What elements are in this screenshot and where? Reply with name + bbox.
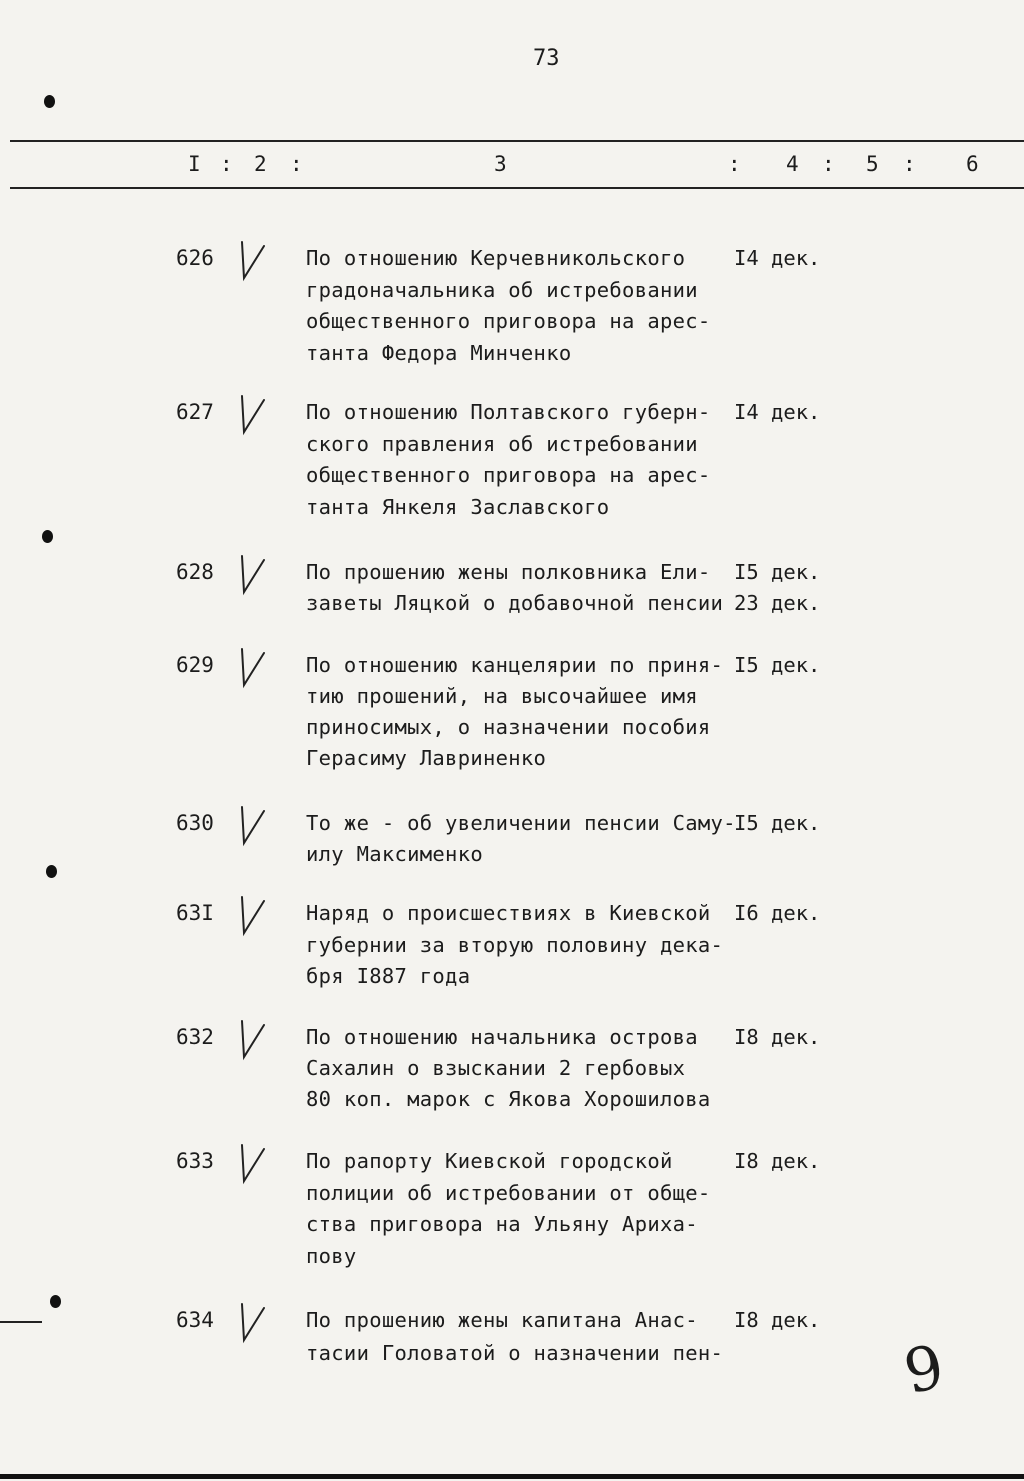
entry-number: 632 — [176, 1025, 214, 1049]
column-separator: : — [220, 152, 233, 176]
entry-text-line: полиции об истребовании от обще- — [306, 1180, 711, 1205]
column-header-5: 5 — [866, 152, 879, 176]
entry-date: I6 дек. — [734, 901, 821, 925]
entry-date: I5 дек. — [734, 811, 821, 835]
entry-text-line: 80 коп. марок с Якова Хорошилова — [306, 1087, 711, 1111]
entry-number: 626 — [176, 246, 214, 270]
punch-hole — [44, 95, 55, 108]
entry-text-line: По отношению канцелярии по приня- — [306, 653, 724, 677]
column-separator: : — [903, 152, 916, 176]
handwritten-check-icon — [234, 1141, 274, 1189]
handwritten-check-icon — [234, 392, 274, 440]
margin-mark — [0, 1321, 42, 1323]
header-bottom-rule — [10, 187, 1024, 189]
handwritten-check-icon — [234, 1017, 274, 1065]
entry-date: I8 дек. — [734, 1149, 821, 1173]
entry-text-line: бря I887 года — [306, 964, 471, 988]
entry-text-line: По отношению Керчевникольского — [306, 246, 686, 270]
entry-text-line: По отношению Полтавского губерн- — [306, 400, 711, 424]
entry-text-line: ства приговора на Ульяну Ариха- — [306, 1212, 698, 1236]
entry-date: I8 дек. — [734, 1025, 821, 1049]
entry-text-line: тию прошений, на высочайшее имя — [306, 684, 698, 708]
entry-number: 63I — [176, 901, 214, 925]
handwritten-check-icon — [234, 1300, 274, 1348]
punch-hole — [46, 865, 57, 878]
handwritten-check-icon — [234, 893, 274, 941]
column-header-6: 6 — [966, 152, 979, 176]
entry-date: I8 дек. — [734, 1308, 821, 1332]
entry-text-line: Сахалин о взыскании 2 гербовых — [306, 1056, 686, 1080]
entry-text-line: градоначальника об истребовании — [306, 277, 698, 302]
entry-text-line: По рапорту Киевской городской — [306, 1149, 673, 1173]
column-header-4: 4 — [786, 152, 799, 176]
entry-text-line: общественного приговора на арес- — [306, 309, 711, 333]
column-separator: : — [290, 152, 303, 176]
entry-date: 23 дек. — [734, 591, 821, 615]
handwritten-check-icon — [234, 552, 274, 600]
bottom-edge — [0, 1474, 1024, 1479]
page-number: 73 — [533, 46, 560, 71]
handwritten-sheet-number: 9 — [898, 1331, 951, 1409]
entry-text-line: Наряд о происшествиях в Киевской — [306, 901, 711, 925]
entry-number: 628 — [176, 560, 214, 584]
column-separator: : — [728, 152, 741, 176]
entry-text-line: Герасиму Лавриненко — [306, 746, 547, 770]
entry-text-line: По прошению жены полковника Ели- — [306, 560, 711, 584]
entry-text-line: По прошению жены капитана Анас- — [306, 1308, 698, 1332]
entry-text-line: общественного приговора на арес- — [306, 463, 711, 487]
entry-text-line: То же - об увеличении пенсии Саму- — [306, 811, 736, 835]
column-header-I: I — [188, 152, 201, 176]
entry-text-line: губернии за вторую половину дека- — [306, 932, 724, 957]
entry-text-line: тасии Головатой о назначении пен- — [306, 1341, 724, 1365]
column-header-3: 3 — [494, 152, 507, 176]
entry-number: 630 — [176, 811, 214, 835]
column-separator: : — [822, 152, 835, 176]
handwritten-check-icon — [234, 803, 274, 851]
entry-text-line: ского правления об истребовании — [306, 431, 698, 456]
header-top-rule — [10, 140, 1024, 142]
punch-hole — [50, 1295, 61, 1308]
entry-number: 627 — [176, 400, 214, 424]
entry-text-line: приносимых, о назначении пособия — [306, 715, 711, 739]
entry-number: 629 — [176, 653, 214, 677]
entry-text-line: илу Максименко — [306, 842, 483, 866]
entry-date: I5 дек. — [734, 653, 821, 677]
entry-date: I4 дек. — [734, 246, 821, 270]
entry-text-line: заветы Ляцкой о добавочной пенсии — [306, 591, 724, 615]
entry-number: 634 — [176, 1308, 214, 1332]
handwritten-check-icon — [234, 238, 274, 286]
entry-date: I4 дек. — [734, 400, 821, 424]
punch-hole — [42, 530, 53, 543]
entry-text-line: танта Федора Минченко — [306, 340, 572, 365]
entry-text-line: По отношению начальника острова — [306, 1025, 698, 1049]
column-header-2: 2 — [254, 152, 267, 176]
entry-text-line: пову — [306, 1243, 357, 1268]
entry-text-line: танта Янкеля Заславского — [306, 494, 610, 519]
entry-date: I5 дек. — [734, 560, 821, 584]
handwritten-check-icon — [234, 645, 274, 693]
entry-number: 633 — [176, 1149, 214, 1173]
